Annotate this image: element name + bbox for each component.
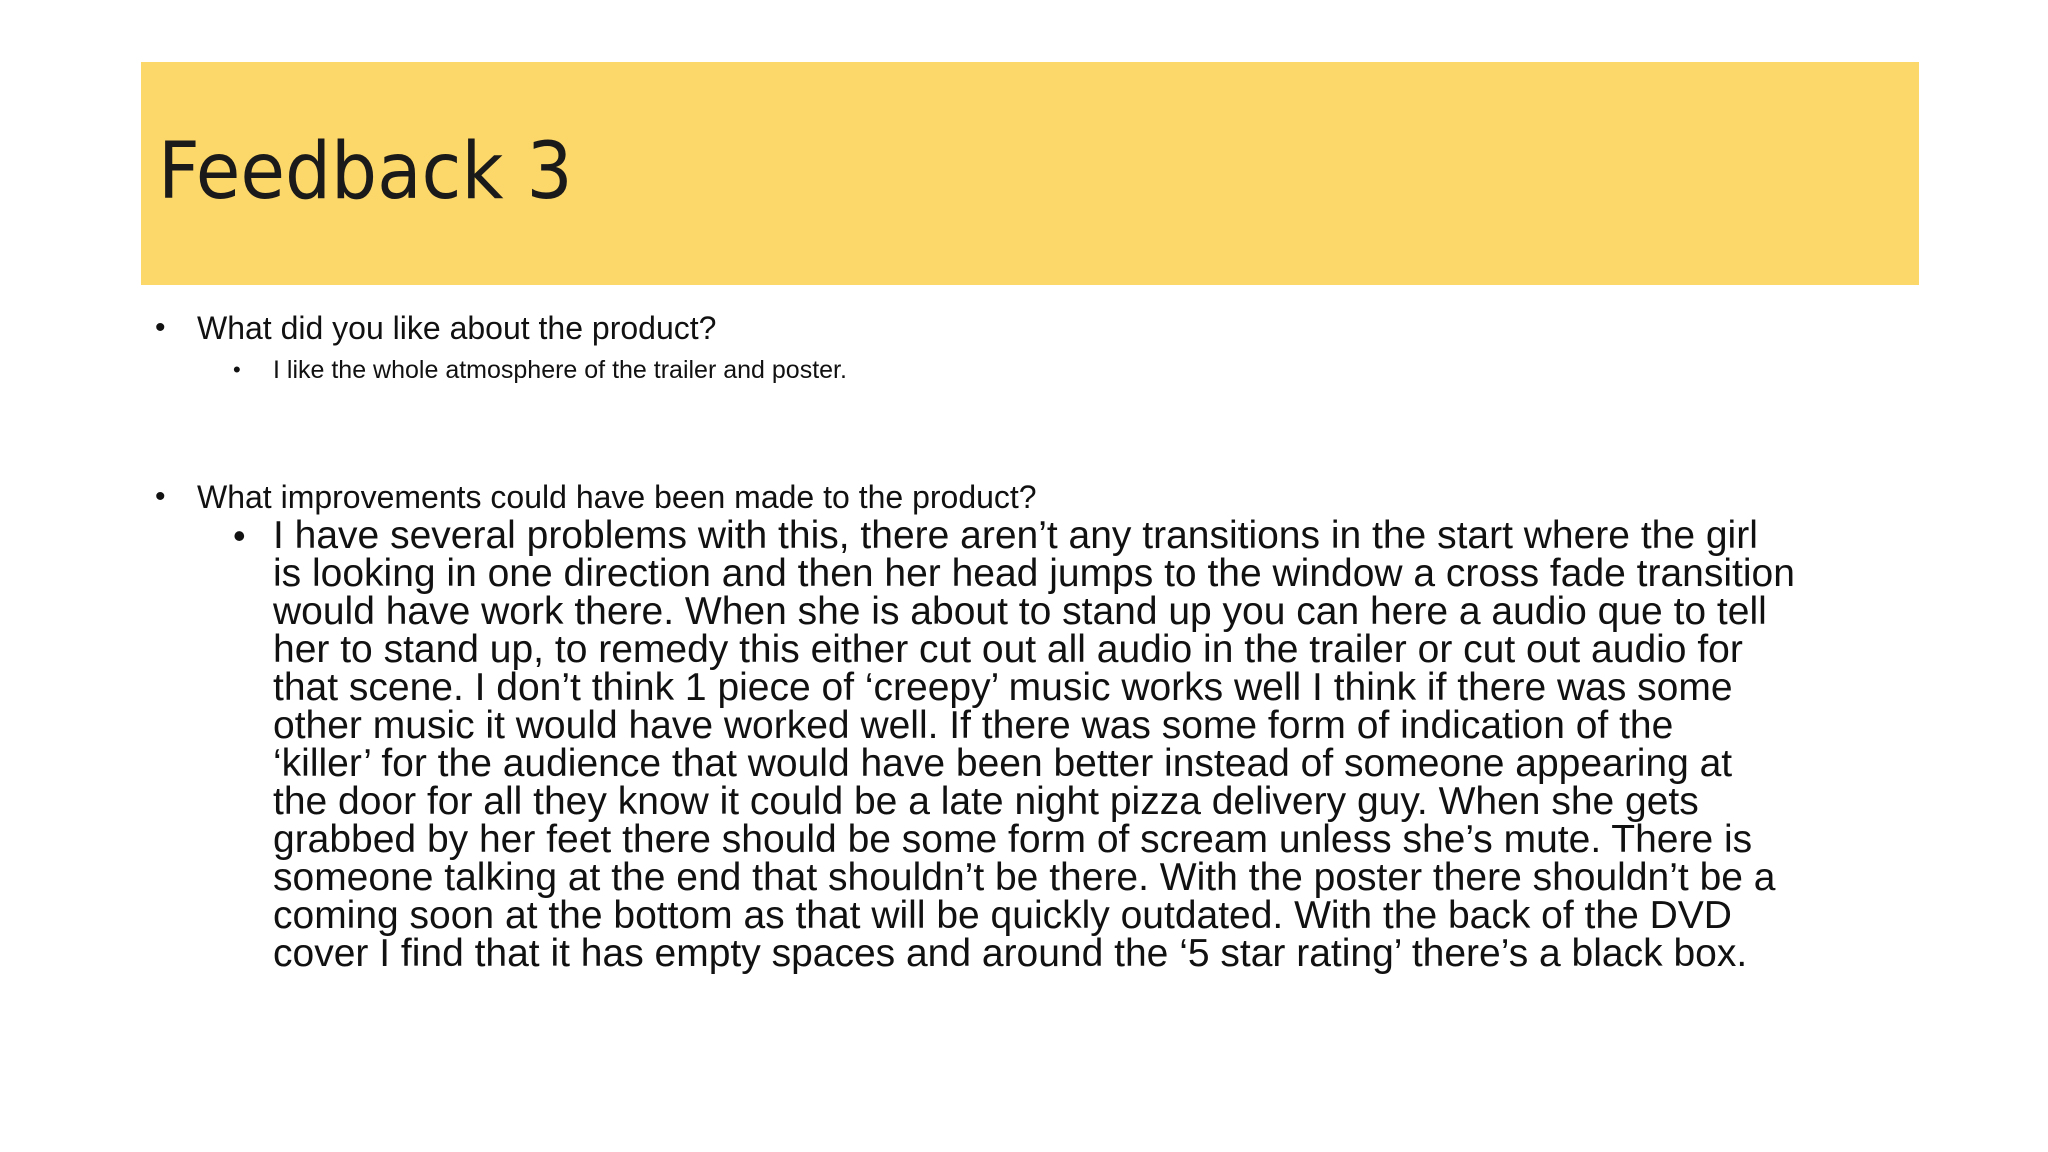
answer-line: I like the whole atmosphere of the trailer and poster. [273,356,847,384]
bullet-icon: • [155,311,166,344]
title-banner [141,62,1919,285]
answer-line: ‘killer’ for the audience that would have been better instead of someone appearing at [273,742,1733,785]
answer-item-like [233,354,847,386]
answer-line: would have work there. When she is about to stand up you can here a audio que to tell [273,590,1767,633]
bullet-icon: • [155,480,166,513]
answer-line: is looking in one direction and then her head jumps to the window a cross fade transition [273,552,1795,595]
answer-line: other music it would have worked well. If there was some form of indication of the [273,704,1674,747]
answer-line: coming soon at the bottom as that will be quickly outdated. With the back of the DVD [273,894,1732,937]
question-item-improvements [155,477,1037,517]
slide-title: Feedback 3 [158,127,573,217]
question-text: What improvements could have been made to the product? [197,479,1037,515]
question-text: What did you like about the product? [197,310,717,346]
answer-line: someone talking at the end that shouldn’t be there. With the poster there shouldn’t be a [273,856,1776,899]
bullet-icon: • [233,357,241,382]
bullet-icon: • [233,515,246,556]
answer-line: grabbed by her feet there should be some form of scream unless she’s mute. There is [273,818,1753,861]
answer-line: cover I find that it has empty spaces and around the ‘5 star rating’ there’s a black box. [273,932,1748,975]
answer-item-improvements [233,514,1913,975]
answer-line: her to stand up, to remedy this either cut out all audio in the trailer or cut out audio for [273,628,1743,671]
answer-line: the door for all they know it could be a late night pizza delivery guy. When she gets [273,780,1699,823]
answer-text [273,354,847,386]
answer-text [273,514,1913,975]
answer-line: I have several problems with this, there aren’t any transitions in the start where the girl [273,514,1758,557]
answer-line: that scene. I don’t think 1 piece of ‘creepy’ music works well I think if there was some [273,666,1733,709]
question-item-like [155,308,716,348]
